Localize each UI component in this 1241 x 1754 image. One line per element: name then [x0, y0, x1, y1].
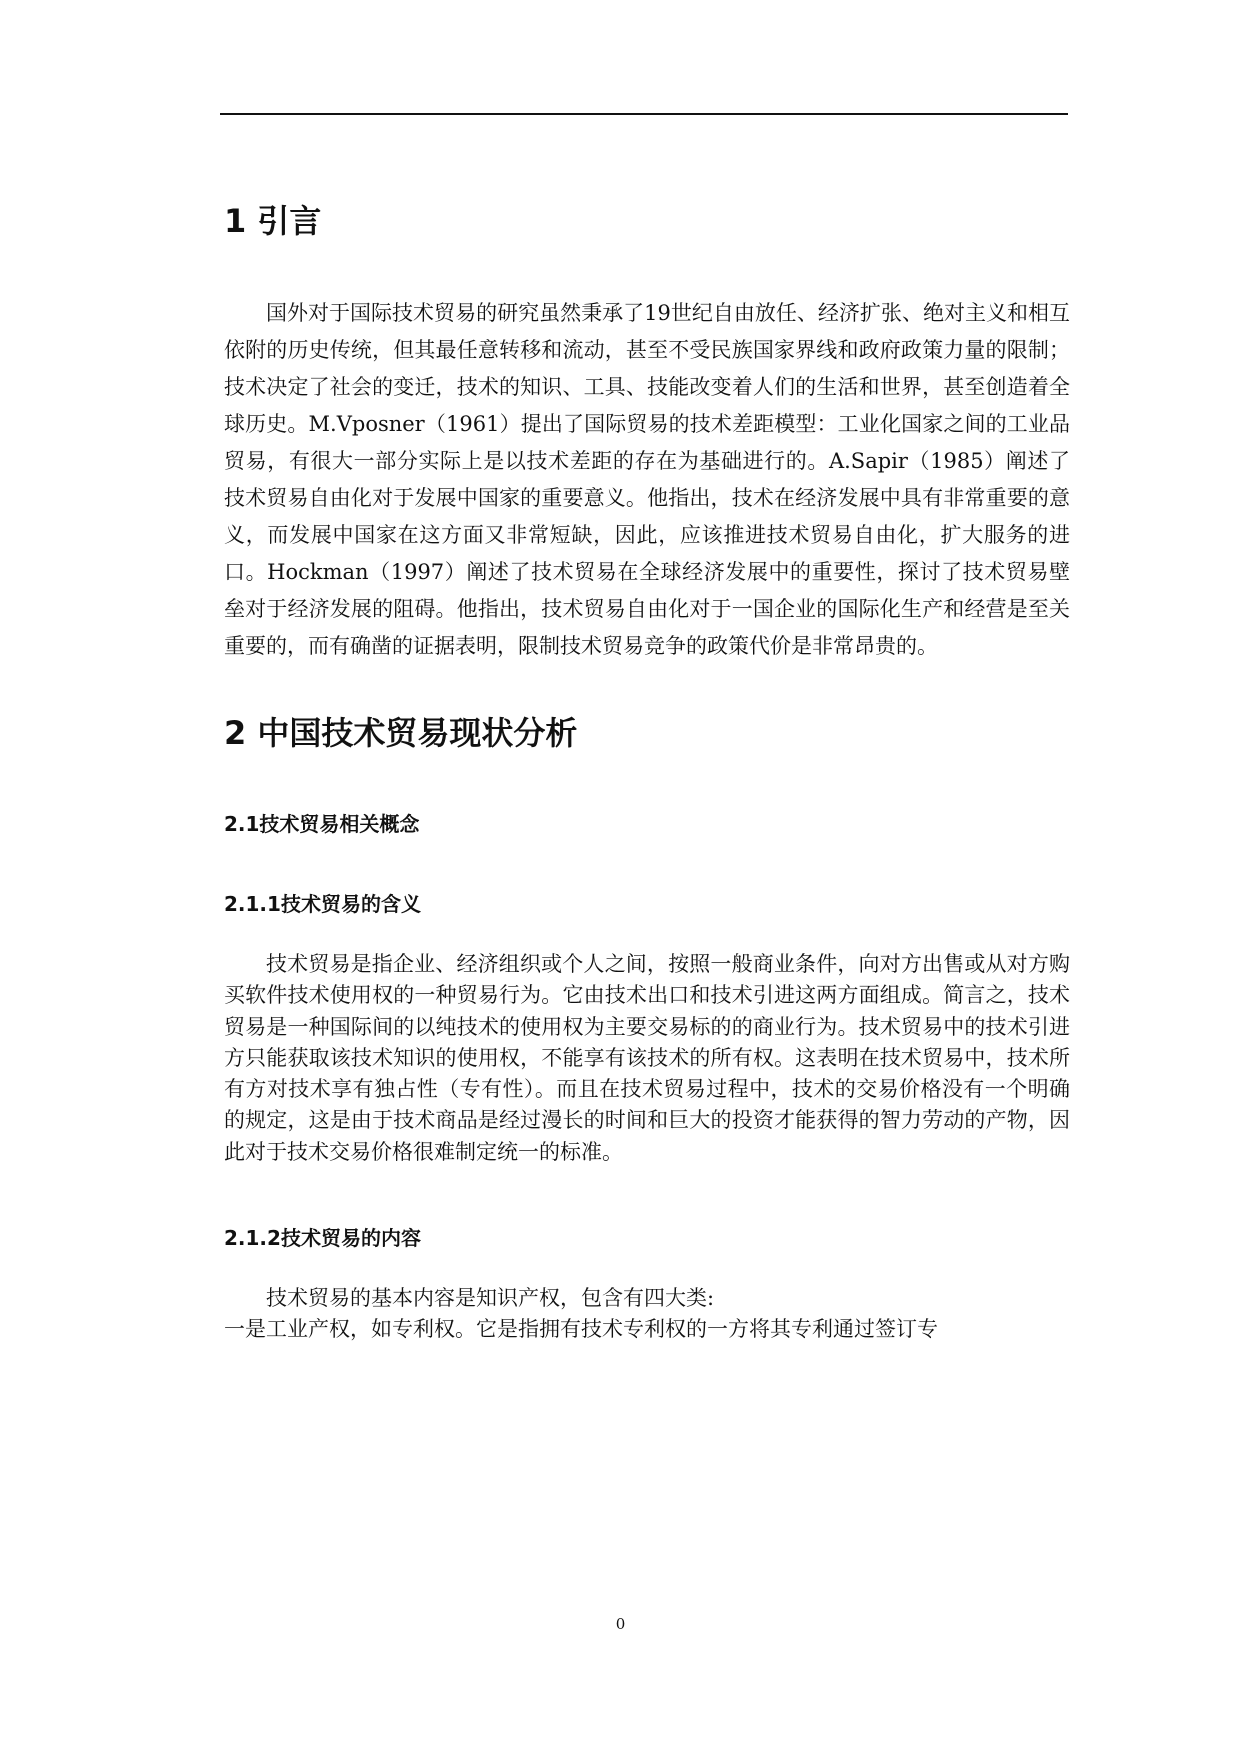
section-2-1-2-paragraph-1: 技术贸易的基本内容是知识产权，包含有四大类:	[266, 1286, 715, 1311]
header-rule	[220, 113, 1068, 115]
page-number: 0	[615, 1615, 626, 1633]
section-1-paragraph: 国外对于国际技术贸易的研究虽然秉承了19世纪自由放任、经济扩张、绝对主义和相互依附的历史传统，但其最任意转移和流动，甚至不受民族国家界线和政府政策力量的限制；技术决定了社会的变迁，技术的知识、工具、技能改变着人们的生活和世界，甚至创造着全球历史。M.Vposner（1961）提出了国际贸易的技术差距模型：工业化国家之间的工业品贸易，有很大一部分实际上是以技术差距的存在为基础进行的。A.Sapir（1985）阐述了技术贸易自由化对于发展中国家的重要意义。他指出，技术在经济发展中具有非常重要的意义，而发展中国家在这方面又非常短缺，因此，应该推进技术贸易自由化，扩大服务的进口。Hockman（1997）阐述了技术贸易在全球经济发展中的重要性，探讨了技术贸易壁垒对于经济发展的阻碍。他指出，技术贸易自由化对于一国企业的国际化生产和经营是至关重要的，而有确凿的证据表明，限制技术贸易竞争的政策代价是非常昂贵的。	[224, 301, 1070, 658]
section-2-1-2-paragraph-2: 一是工业产权，如专利权。它是指拥有技术专利权的一方将其专利通过签订专	[224, 1317, 938, 1342]
section-2-1-heading: 2.1技术贸易相关概念	[224, 812, 420, 836]
page-content	[224, 195, 1070, 1346]
section-2-1-2-heading: 2.1.2技术贸易的内容	[224, 1226, 421, 1251]
section-2-heading: 2 中国技术贸易现状分析	[224, 714, 578, 752]
section-2-1-1-heading: 2.1.1技术贸易的含义	[224, 892, 421, 916]
section-2-1-1-paragraph: 技术贸易是指企业、经济组织或个人之间，按照一般商业条件，向对方出售或从对方购买软件技术使用权的一种贸易行为。它由技术出口和技术引进这两方面组成。简言之，技术贸易是一种国际间的以纯技术的使用权为主要交易标的的商业行为。技术贸易中的技术引进方只能获取该技术知识的使用权，不能享有该技术的所有权。这表明在技术贸易中，技术所有方对技术享有独占性（专有性）。而且在技术贸易过程中，技术的交易价格没有一个明确的规定，这是由于技术商品是经过漫长的时间和巨大的投资才能获得的智力劳动的产物，因此对于技术交易价格很难制定统一的标准。	[224, 952, 1070, 1164]
section-1-heading: 1 引言	[224, 202, 322, 240]
